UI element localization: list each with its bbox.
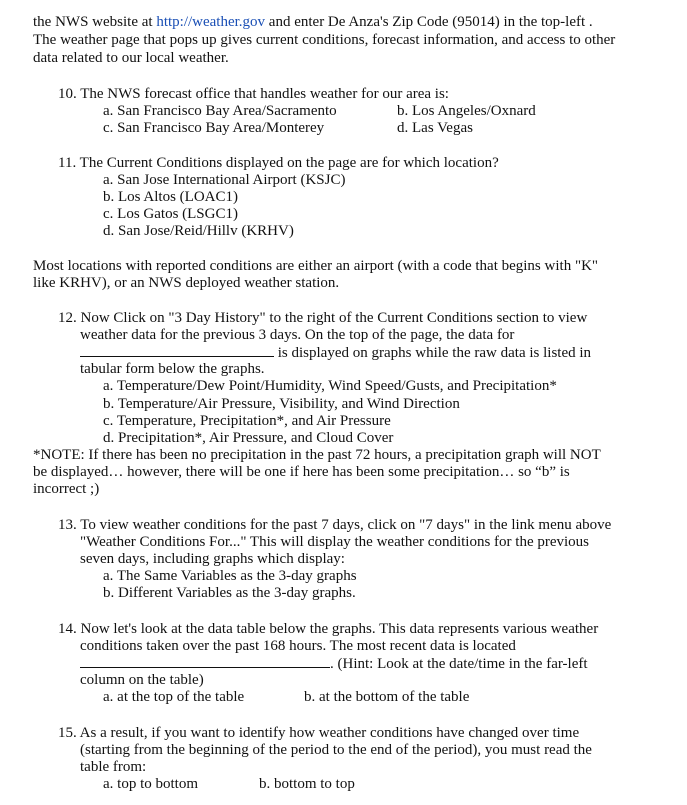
q12-option-d: d. Precipitation*, Air Pressure, and Cloud Cover: [103, 430, 394, 446]
q14-answer-blank[interactable]: [80, 655, 330, 668]
q11-option-b: b. Los Altos (LOAC1): [103, 189, 238, 205]
intro-line-2: The weather page that pops up gives current conditions, forecast information, and access to other: [33, 32, 616, 48]
intro-line-1: [33, 14, 593, 32]
q10-option-b: b. Los Angeles/Oxnard: [397, 103, 536, 119]
q10-stem: 10. The NWS forecast office that handles weather for our area is:: [58, 86, 449, 102]
intro-line-3: data related to our local weather.: [33, 50, 229, 66]
q12-line-3-text: is displayed on graphs while the raw data is listed in: [274, 345, 592, 361]
q13-option-b: b. Different Variables as the 3-day graphs.: [103, 585, 356, 601]
q10-option-c: c. San Francisco Bay Area/Monterey: [103, 120, 325, 136]
q14-line-2: conditions taken over the past 168 hours. The most recent data is located: [80, 638, 516, 654]
q11-option-c: c. Los Gatos (LSGC1): [103, 206, 238, 222]
q12-answer-blank[interactable]: [80, 344, 274, 357]
q10-option-a: a. San Francisco Bay Area/Sacramento: [103, 103, 337, 119]
q12-line-1: 12. Now Click on "3 Day History" to the right of the Current Conditions section to view: [58, 310, 588, 326]
q11-option-a: a. San Jose International Airport (KSJC): [103, 172, 346, 188]
q13-line-1: 13. To view weather conditions for the past 7 days, click on "7 days" in the link menu above: [58, 517, 612, 533]
locations-note-line-2: like KRHV), or an NWS deployed weather station.: [33, 275, 340, 291]
q13-line-3: seven days, including graphs which display:: [80, 551, 345, 567]
q12-option-a: a. Temperature/Dew Point/Humidity, Wind Speed/Gusts, and Precipitation*: [103, 378, 557, 394]
q10-option-d: d. Las Vegas: [397, 120, 473, 136]
q12-option-c: c. Temperature, Precipitation*, and Air Pressure: [103, 413, 391, 429]
q14-line-4: column on the table): [80, 672, 204, 688]
nws-link[interactable]: http://weather.gov: [156, 14, 266, 30]
precip-note-line-2: be displayed… however, there will be one if here has been some precipitation… so “b” is: [33, 464, 570, 480]
precip-note-line-3: incorrect ;): [33, 481, 100, 497]
locations-note-line-1: Most locations with reported conditions are either an airport (with a code that begins with "K": [33, 258, 599, 274]
q12-line-4: tabular form below the graphs.: [80, 361, 265, 377]
q11-option-d: d. San Jose/Reid/Hillv (KRHV): [103, 223, 294, 239]
q13-line-2: "Weather Conditions For..." This will display the weather conditions for the previous: [80, 534, 590, 550]
q14-line-3-text: . (Hint: Look at the date/time in the far-left: [330, 656, 588, 672]
q15-line-1: 15. As a result, if you want to identify how weather conditions have changed over time: [58, 725, 580, 741]
q14-line-1: 14. Now let's look at the data table below the graphs. This data represents various weather: [58, 621, 599, 637]
q12-option-b: b. Temperature/Air Pressure, Visibility, and Wind Direction: [103, 396, 460, 412]
precip-note-line-1: *NOTE: If there has been no precipitation in the past 72 hours, a precipitation graph will NOT: [33, 447, 601, 463]
q13-option-a: a. The Same Variables as the 3-day graphs: [103, 568, 357, 584]
q14-option-b: b. at the bottom of the table: [304, 689, 470, 705]
intro-text-post: and enter De Anza's Zip Code (95014) in the top-left .: [265, 14, 593, 30]
q14-option-a: a. at the top of the table: [103, 689, 245, 705]
intro-text: the NWS website at: [33, 14, 157, 30]
q15-line-2: (starting from the beginning of the period to the end of the period), you must read the: [80, 742, 592, 758]
q15-option-b: b. bottom to top: [259, 776, 355, 792]
q12-line-3: [80, 344, 591, 363]
q12-line-2: weather data for the previous 3 days. On the top of the page, the data for: [80, 327, 515, 343]
q15-option-a: a. top to bottom: [103, 776, 198, 792]
q15-line-3: table from:: [80, 759, 147, 775]
q14-line-3: [80, 655, 588, 674]
q11-stem: 11. The Current Conditions displayed on the page are for which location?: [58, 155, 499, 171]
